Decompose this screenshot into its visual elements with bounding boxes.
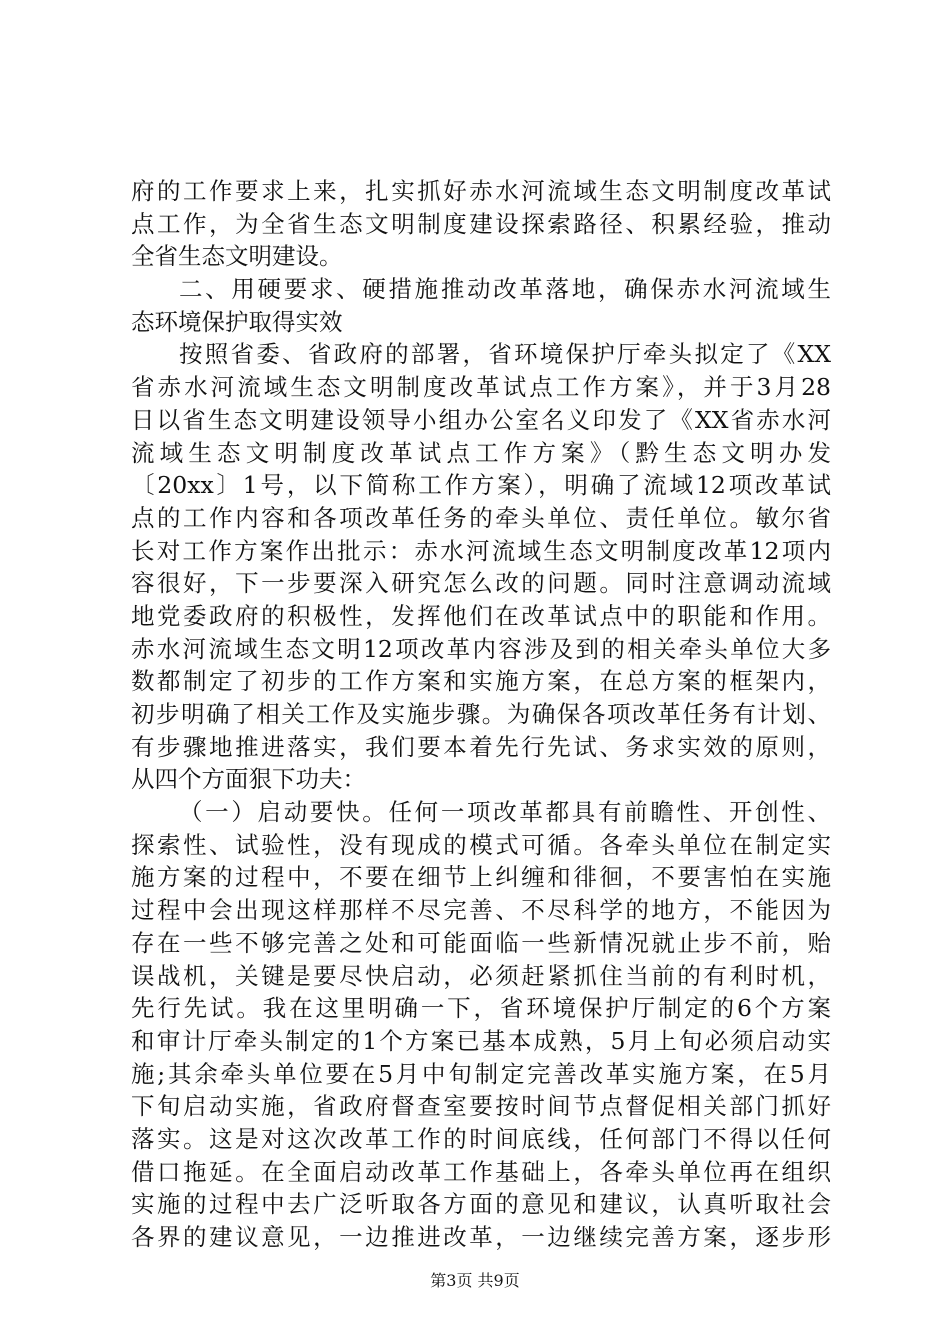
text-line: 借口拖延。在全面启动改革工作基础上，各牵头单位再在组织 <box>131 1157 831 1186</box>
text-line: 数都制定了初步的工作方案和实施方案，在总方案的框架内， <box>131 667 831 696</box>
text-line: 和审计厅牵头制定的1个方案已基本成熟，5月上旬必须启动实 <box>131 1026 831 1055</box>
text-line: 误战机，关键是要尽快启动，必须赶紧抓住当前的有利时机， <box>131 961 831 990</box>
text-line: 存在一些不够完善之处和可能面临一些新情况就止步不前，贻 <box>131 928 831 957</box>
text-line: 容很好，下一步要深入研究怎么改的问题。同时注意调动流域 <box>131 569 831 598</box>
text-line: 探索性、试验性，没有现成的模式可循。各牵头单位在制定实 <box>131 830 831 859</box>
body-text <box>131 175 831 1254</box>
text-line: 态环境保护取得实效 <box>131 307 343 336</box>
text-line: 点的工作内容和各项改革任务的牵头单位、责任单位。敏尔省 <box>131 503 831 532</box>
text-line: 先行先试。我在这里明确一下，省环境保护厅制定的6个方案 <box>131 994 831 1023</box>
text-line: （一）启动要快。任何一项改革都具有前瞻性、开创性、 <box>179 798 831 827</box>
text-line: 流域生态文明制度改革试点工作方案》（黔生态文明办发 <box>131 438 831 467</box>
page-footer: 第3页 共9页 <box>430 1271 520 1290</box>
text-line: 赤水河流域生态文明12项改革内容涉及到的相关牵头单位大多 <box>131 634 831 663</box>
text-line: 落实。这是对这次改革工作的时间底线，任何部门不得以任何 <box>131 1124 831 1153</box>
text-line: 全省生态文明建设。 <box>131 242 343 271</box>
text-line: 省赤水河流域生态文明制度改革试点工作方案》，并于3月28 <box>131 373 831 402</box>
text-line: 各界的建议意见，一边推进改革，一边继续完善方案，逐步形 <box>131 1223 831 1251</box>
text-line: 〔20xx〕1号，以下简称工作方案），明确了流域12项改革试 <box>131 471 831 500</box>
text-line: 初步明确了相关工作及实施步骤。为确保各项改革任务有计划、 <box>131 700 831 728</box>
text-line: 有步骤地推进落实，我们要本着先行先试、务求实效的原则， <box>131 732 831 761</box>
text-line: 施;其余牵头单位要在5月中旬制定完善改革实施方案，在5月 <box>131 1059 831 1088</box>
text-line: 日以省生态文明建设领导小组办公室名义印发了《XX省赤水河 <box>131 405 831 434</box>
text-line: 从四个方面狠下功夫： <box>131 765 366 794</box>
text-line: 点工作，为全省生态文明制度建设探索路径、积累经验，推动 <box>131 209 831 238</box>
text-line: 实施的过程中去广泛听取各方面的意见和建议，认真听取社会 <box>131 1190 831 1219</box>
text-line: 下旬启动实施，省政府督查室要按时间节点督促相关部门抓好 <box>131 1092 831 1121</box>
text-line: 长对工作方案作出批示：赤水河流域生态文明制度改革12项内 <box>131 536 831 565</box>
text-line: 府的工作要求上来，扎实抓好赤水河流域生态文明制度改革试 <box>131 177 831 205</box>
text-line: 过程中会出现这样那样不尽完善、不尽科学的地方，不能因为 <box>131 896 831 925</box>
text-line: 地党委政府的积极性，发挥他们在改革试点中的职能和作用。 <box>131 601 831 630</box>
text-line: 二、用硬要求、硬措施推动改革落地，确保赤水河流域生 <box>179 275 831 304</box>
text-line: 施方案的过程中，不要在细节上纠缠和徘徊，不要害怕在实施 <box>131 863 831 892</box>
text-line: 按照省委、省政府的部署，省环境保护厅牵头拟定了《XX <box>179 340 831 369</box>
